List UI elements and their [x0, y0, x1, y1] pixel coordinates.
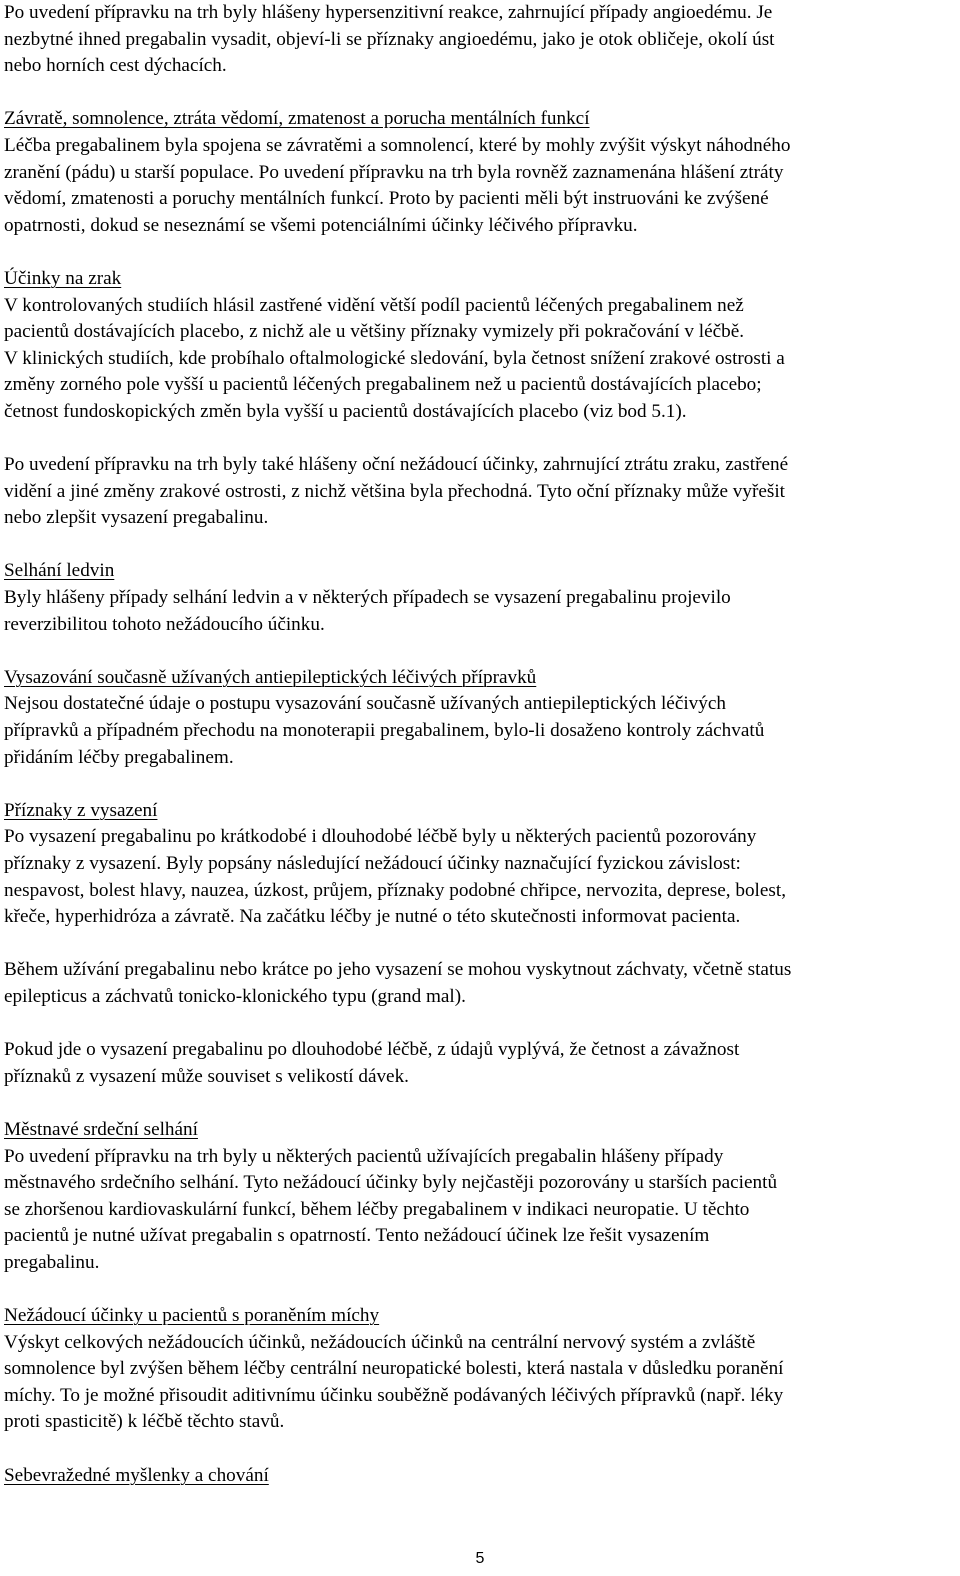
text-line: reverzibilitou tohoto nežádoucího účinku.: [4, 613, 325, 635]
paragraph: [4, 957, 956, 1010]
text-line: Léčba pregabalinem byla spojena se závratěmi a somnolencí, které by mohly zvýšit výskyt náhodného: [4, 134, 791, 156]
text-line: pacientů dostávajících placebo, z nichž ale u většiny příznaky vymizely při pokračování v léčbě.: [4, 321, 745, 343]
text-line: opatrnosti, dokud se neseznámí se všemi potenciálními účinky léčivého přípravku.: [4, 214, 638, 236]
paragraph: [4, 0, 956, 80]
text-line: Byly hlášeny případy selhání ledvin a v některých případech se vysazení pregabalinu projevilo: [4, 587, 731, 609]
document-page: [4, 0, 956, 1489]
text-line: míchy. To je možné přisoudit aditivnímu účinku souběžně podávaných léčivých přípravků (např. léky: [4, 1384, 784, 1406]
section-heading: [4, 665, 956, 692]
paragraph: [4, 1463, 956, 1490]
section-heading: [4, 1303, 956, 1330]
section-heading: [4, 798, 956, 825]
text-line: proti spasticitě) k léčbě těchto stavů.: [4, 1411, 285, 1433]
section-heading-text: Selhání ledvin: [4, 560, 115, 582]
text-line: pacientů je nutné užívat pregabalin s opatrností. Tento nežádoucí účinek lze řešit vysazením: [4, 1225, 710, 1247]
text-line: nebo horních cest dýchacích.: [4, 55, 227, 77]
text-line: V kontrolovaných studiích hlásil zastřené vidění větší podíl pacientů léčených pregabalinem než: [4, 294, 744, 316]
text-line: četnost fundoskopických změn byla vyšší u pacientů dostávajících placebo (viz bod 5.1).: [4, 400, 687, 422]
section-heading-text: Nežádoucí účinky u pacientů s poraněním míchy: [4, 1305, 380, 1327]
text-line: příznaky z vysazení. Byly popsány následující nežádoucí účinky naznačující fyzickou závislost:: [4, 853, 741, 874]
section-heading-text: Závratě, somnolence, ztráta vědomí, zmatenost a porucha mentálních funkcí: [4, 108, 590, 130]
text-line: pregabalinu.: [4, 1251, 100, 1273]
section-heading-text: Účinky na zrak: [4, 267, 122, 289]
text-line: Po uvedení přípravku na trh byly hlášeny hypersenzitivní reakce, zahrnující případy angioedému. Je: [4, 2, 773, 23]
text-line: Nejsou dostatečné údaje o postupu vysazování současně užívaných antiepileptických léčivých: [4, 693, 726, 715]
text-line: Po vysazení pregabalinu po krátkodobé i dlouhodobé léčbě byly u některých pacientů pozorovány: [4, 826, 757, 848]
section-heading: [4, 106, 956, 133]
text-line: přípravků a případném přechodu na monoterapii pregabalinem, bylo-li dosaženo kontroly záchvatů: [4, 720, 765, 742]
text-line: vidění a jiné změny zrakové ostrosti, z nichž většina byla přechodná. Tyto oční příznaky může vyřešit: [4, 480, 786, 502]
paragraph: [4, 1303, 956, 1436]
paragraph: [4, 665, 956, 771]
text-line: křeče, hyperhidróza a závratě. Na začátku léčby je nutné o této skutečnosti informovat pacienta.: [4, 906, 741, 928]
section-heading-text: Sebevražedné myšlenky a chování: [4, 1464, 269, 1486]
text-line: nebo zlepšit vysazení pregabalinu.: [4, 507, 269, 529]
text-line: V klinických studiích, kde probíhalo oftalmologické sledování, byla četnost snížení zrakové ostrosti a: [4, 347, 785, 369]
paragraph: [4, 452, 956, 532]
text-line: vědomí, zmatenosti a poruchy mentálních funkcí. Proto by pacienti měli být instruováni ke zvýšené: [4, 188, 769, 210]
text-line: změny zorného pole vyšší u pacientů léčených pregabalinem než u pacientů dostávajících placebo;: [4, 374, 762, 396]
text-line: městnavého srdečního selhání. Tyto nežádoucí účinky byly nejčastěji pozorovány u starších pacientů: [4, 1172, 778, 1194]
text-line: zranění (pádu) u starší populace. Po uvedení přípravku na trh byla rovněž zaznamenána hlášení ztráty: [4, 161, 784, 183]
section-heading: [4, 1117, 956, 1144]
paragraph: [4, 1117, 956, 1277]
section-heading: [4, 266, 956, 293]
text-line: Po uvedení přípravku na trh byly také hlášeny oční nežádoucí účinky, zahrnující ztrátu zraku, zastřené: [4, 454, 789, 476]
text-line: nespavost, bolest hlavy, nauzea, úzkost, průjem, příznaky podobné chřipce, nervozita, deprese, bolest,: [4, 879, 786, 901]
text-line: se zhoršenou kardiovaskulární funkcí, během léčby pregabalinem v indikaci neuropatie. U těchto: [4, 1198, 750, 1220]
text-line: příznaků z vysazení může souviset s velikostí dávek.: [4, 1065, 409, 1087]
text-line: epilepticus a záchvatů tonicko-klonického typu (grand mal).: [4, 985, 466, 1007]
text-line: Po uvedení přípravku na trh byly u některých pacientů užívajících pregabalin hlášeny případy: [4, 1145, 724, 1167]
text-line: somnolence byl zvýšen během léčby centrální neuropatické bolesti, která nastala v důsledku poranění: [4, 1358, 784, 1380]
text-line: Pokud jde o vysazení pregabalinu po dlouhodobé léčbě, z údajů vyplývá, že četnost a závažnost: [4, 1039, 740, 1061]
section-heading: [4, 558, 956, 585]
paragraph: [4, 266, 956, 426]
text-line: nezbytné ihned pregabalin vysadit, objeví-li se příznaky angioedému, jako je otok obličeje, okolí úst: [4, 28, 775, 50]
section-heading-text: Vysazování současně užívaných antiepileptických léčivých přípravků: [4, 666, 537, 688]
paragraph: [4, 1037, 956, 1090]
page-number: 5: [475, 1550, 485, 1567]
section-heading-text: Městnavé srdeční selhání: [4, 1118, 198, 1140]
paragraph: [4, 558, 956, 638]
text-line: Během užívání pregabalinu nebo krátce po jeho vysazení se mohou vyskytnout záchvaty, včetně status: [4, 959, 792, 981]
text-line: přidáním léčby pregabalinem.: [4, 746, 234, 768]
paragraph: [4, 106, 956, 239]
text-line: Výskyt celkových nežádoucích účinků, nežádoucích účinků na centrální nervový systém a zvláště: [4, 1331, 756, 1353]
paragraph: [4, 798, 956, 931]
section-heading-text: Příznaky z vysazení: [4, 799, 158, 821]
section-heading: [4, 1463, 956, 1490]
